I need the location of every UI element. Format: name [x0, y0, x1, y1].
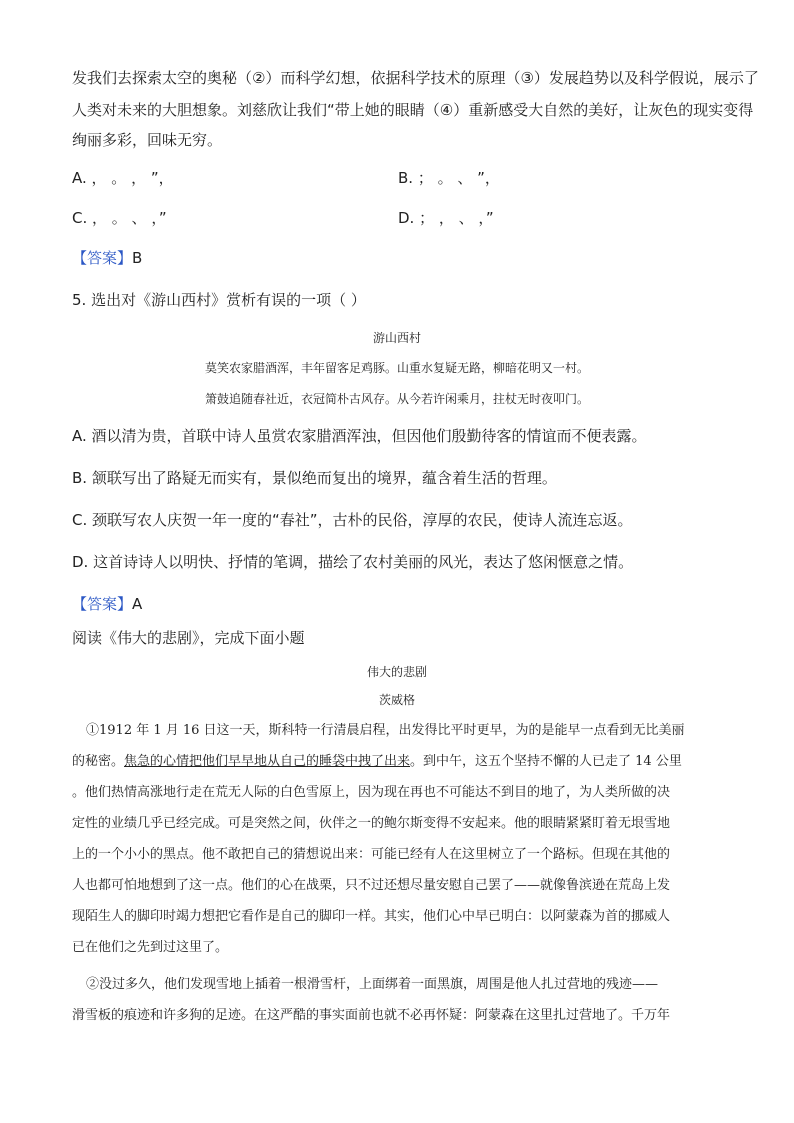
article-line: 现陌生人的脚印时竭力想把它看作是自己的脚印一样。其实，他们心中早已明白：以阿蒙森为首的挪威人 — [72, 909, 671, 924]
answer-label: 【答案】 — [72, 595, 133, 613]
paragraph-line: 发我们去探索太空的奥秘（②）而科学幻想，依据科学技术的原理（③）发展趋势以及科学假说，展示了 — [72, 69, 759, 87]
answer-line — [72, 594, 142, 614]
answer-value: B — [132, 249, 143, 267]
underlined-sentence: 焦急的心情把他们早早地从自己的睡袋中拽了出来 — [124, 754, 411, 769]
article-author: 茨威格 — [378, 693, 415, 707]
poem-title: 游山西村 — [372, 331, 421, 345]
answer-value: A — [132, 595, 143, 613]
option-d: D. 这首诗诗人以明快、抒情的笔调，描绘了农村美丽的风光，表达了悠闲惬意之情。 — [72, 553, 634, 571]
option-a: A. ， 。 ， ”， — [72, 169, 174, 187]
poem-line: 莫笑农家腊酒浑，丰年留客足鸡豚。山重水复疑无路，柳暗花明又一村。 — [204, 361, 589, 375]
option-c: C. 颈联写农人庆贺一年一度的“春社”，古朴的民俗，淳厚的农民，使诗人流连忘返。 — [72, 511, 633, 529]
article-line: 人也都可怕地想到了这一点。他们的心在战栗，只不过还想尽量安慰自己罢了——就像鲁滨逊在荒岛上发 — [72, 878, 671, 893]
article-line — [72, 753, 724, 771]
reading-intro: 阅读《伟大的悲剧》，完成下面小题 — [72, 629, 305, 647]
paragraph-line: 绚丽多彩，回味无穷。 — [72, 131, 223, 149]
article-line: 上的一个小小的黑点。他不敢把自己的猜想说出来：可能已经有人在这里树立了一个路标。但现在其他的 — [72, 847, 671, 862]
article-line: 定性的业绩几乎已经完成。可是突然之间，伙伴之一的鲍尔斯变得不安起来。他的眼睛紧紧盯着无垠雪地 — [72, 816, 671, 831]
option-d: D. ； ， 、 ，” — [398, 209, 494, 227]
article-line: ①1912 年 1 月 16 日这一天，斯科特一行清晨启程，出发得比平时更早，为的是能早一点看到无比美丽 — [86, 723, 685, 738]
question-stem: 5. 选出对《游山西村》赏析有误的一项（ ） — [72, 291, 366, 309]
article-line: 已在他们之先到过这里了。 — [72, 940, 229, 955]
article-title: 伟大的悲剧 — [366, 665, 427, 679]
article-line: ②没过多久，他们发现雪地上插着一根滑雪杆，上面绑着一面黑旗，周围是他人扎过营地的残迹—— — [86, 977, 659, 992]
article-line: 滑雪板的痕迹和许多狗的足迹。在这严酷的事实面前也就不必再怀疑：阿蒙森在这里扎过营地了。千万年 — [72, 1008, 671, 1023]
text-segment: 的秘密。 — [72, 754, 125, 769]
poem-line: 箫鼓追随春社近，衣冠简朴古风存。从今若许闲乘月，拄杖无时夜叩门。 — [204, 392, 589, 406]
article-line: 。他们热情高涨地行走在荒无人际的白色雪原上，因为现在再也不可能达不到目的地了，为人类所做的决 — [72, 785, 671, 800]
paragraph-line: 人类对未来的大胆想象。刘慈欣让我们“带上她的眼睛（④）重新感受大自然的美好，让灰色的现实变得 — [72, 101, 754, 119]
option-a: A. 酒以清为贵，首联中诗人虽赏农家腊酒浑浊，但因他们殷勤待客的情谊而不便表露。 — [72, 427, 647, 445]
answer-label: 【答案】 — [72, 249, 133, 267]
option-b: B. ； 。 、 ”， — [398, 169, 500, 187]
option-b: B. 颔联写出了路疑无而实有，景似绝而复出的境界，蕴含着生活的哲理。 — [72, 469, 557, 487]
answer-line — [72, 248, 142, 268]
text-segment: 。到中午，这五个坚持不懈的人已走了 14 公里 — [410, 754, 682, 769]
option-c: C. ， 。 、 ，” — [72, 209, 167, 227]
